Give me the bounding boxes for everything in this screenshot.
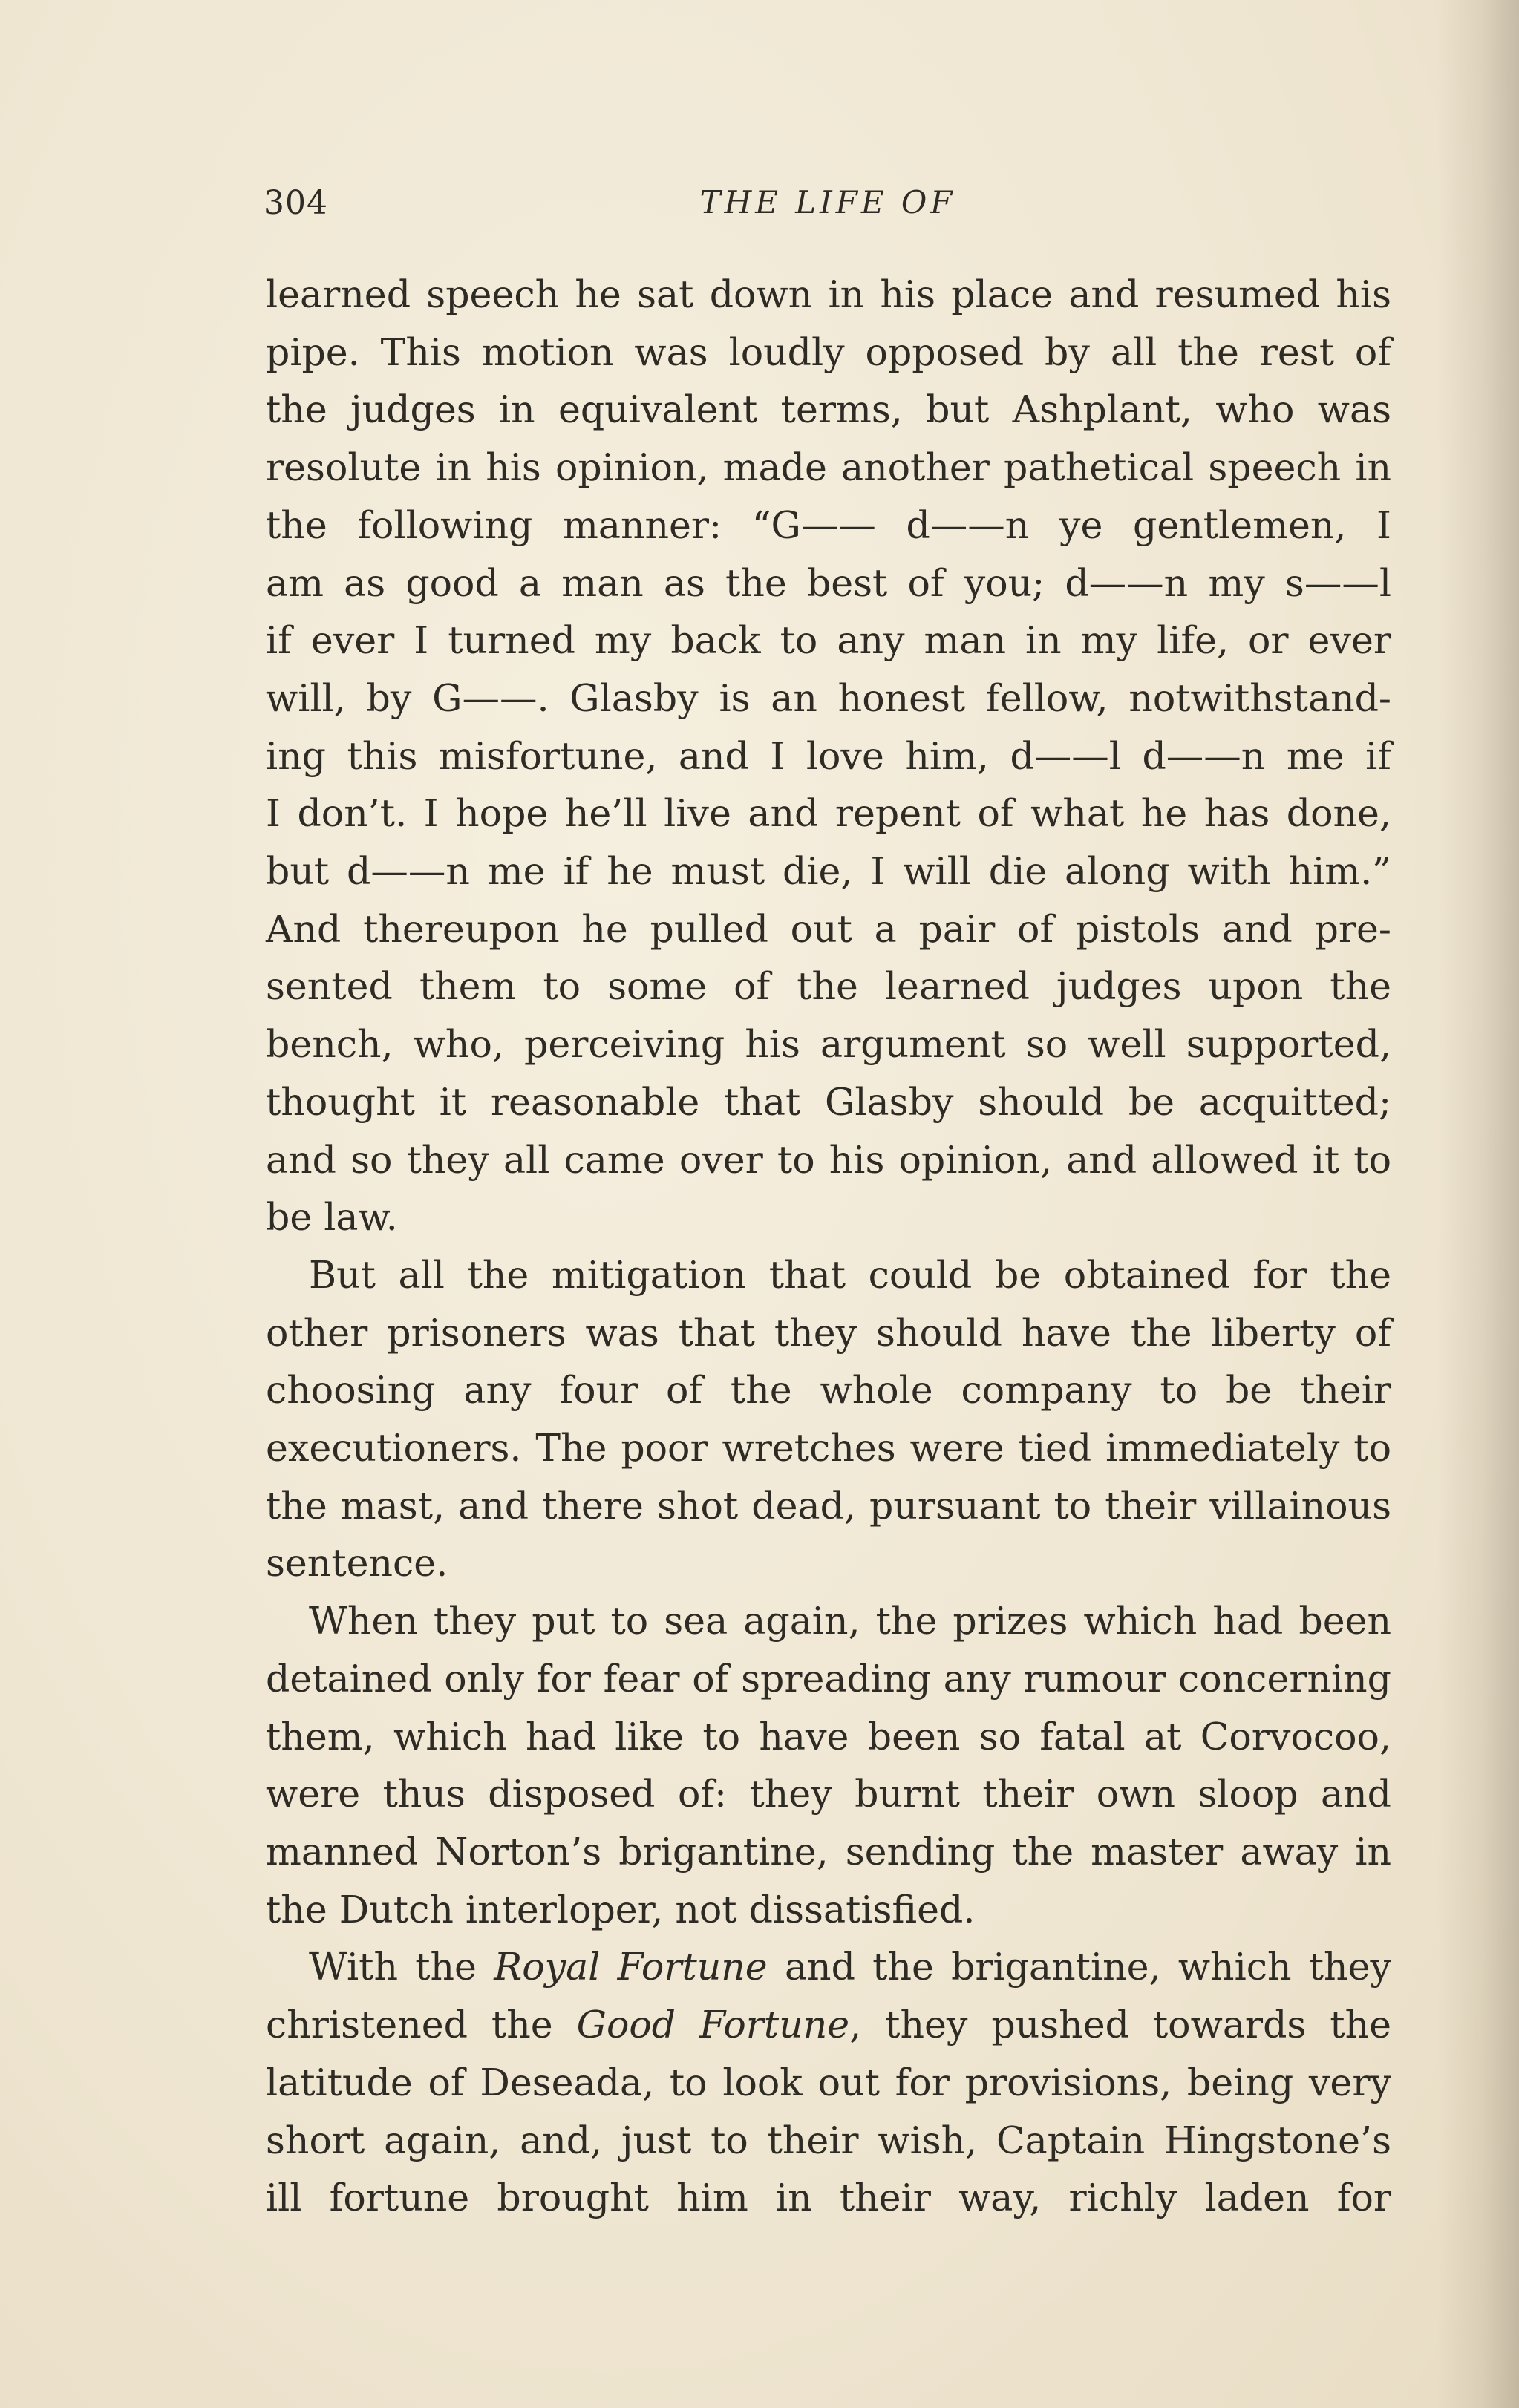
text-line: manned Norton’s brigantine, sending the master away in xyxy=(266,1829,1391,1874)
italic-ship-name: Royal Fortune xyxy=(494,1945,768,1989)
text-line: and so they all came over to his opinion, and allowed it to xyxy=(266,1137,1391,1182)
text-line xyxy=(266,1938,1391,1996)
text-line: but d——n me if he must die, I will die along with him.” xyxy=(266,849,1391,894)
body-text xyxy=(266,266,1391,2227)
text-line: bench, who, perceiving his argument so well supported, xyxy=(266,1022,1391,1067)
paragraph xyxy=(266,1938,1391,2227)
page-header xyxy=(264,184,1392,236)
text-line: sented them to some of the learned judges upon the xyxy=(266,964,1391,1009)
page-number: 304 xyxy=(264,184,328,222)
text-segment: ill fortune brought him in their way, richly laden for xyxy=(266,2176,1391,2220)
text-line: And thereupon he pulled out a pair of pistols and pre- xyxy=(266,906,1391,951)
italic-ship-name: Good Fortune xyxy=(576,2003,850,2047)
text-line: choosing any four of the whole company to be their xyxy=(266,1368,1391,1413)
text-line: thought it reasonable that Glasby should be acquitted; xyxy=(266,1079,1391,1124)
text-line xyxy=(266,1996,1391,2054)
paragraph xyxy=(266,1592,1391,1938)
text-line: When they put to sea again, the prizes which had been xyxy=(309,1599,1391,1643)
text-line: them, which had like to have been so fatal at Corvocoo, xyxy=(266,1714,1391,1758)
text-line: if ever I turned my back to any man in my life, or ever xyxy=(266,618,1391,663)
text-segment: latitude of Deseada, to look out for provisions, being very xyxy=(266,2060,1391,2104)
text-line: the judges in equivalent terms, but Ashplant, who was xyxy=(266,387,1391,432)
text-segment: christened the xyxy=(266,2003,577,2047)
text-line: sentence. xyxy=(266,1541,448,1586)
text-line: be law. xyxy=(266,1195,398,1240)
text-line: I don’t. I hope he’ll live and repent of what he has done, xyxy=(266,791,1391,836)
text-line xyxy=(266,2169,1391,2227)
binding-shadow xyxy=(1437,0,1519,2408)
text-line: learned speech he sat down in his place and resumed his xyxy=(266,272,1391,316)
text-segment: With the xyxy=(309,1945,494,1989)
text-line: will, by G——. Glasby is an honest fellow, notwithstand- xyxy=(266,675,1391,720)
text-line: the mast, and there shot dead, pursuant to their villainous xyxy=(266,1483,1391,1528)
text-segment: , they pushed towards the xyxy=(849,2003,1391,2047)
text-line: am as good a man as the best of you; d——n my s——l xyxy=(266,560,1391,605)
text-line: ing this misfortune, and I love him, d——l d——n me if xyxy=(266,733,1391,778)
text-line: other prisoners was that they should have the liberty of xyxy=(266,1310,1391,1355)
text-line: pipe. This motion was loudly opposed by all the rest of xyxy=(266,330,1391,374)
text-line: But all the mitigation that could be obtained for the xyxy=(309,1252,1391,1297)
text-line: detained only for fear of spreading any rumour concerning xyxy=(266,1656,1391,1701)
text-line: resolute in his opinion, made another pathetical speech in xyxy=(266,445,1391,490)
text-line: the Dutch interloper, not dissatisfied. xyxy=(266,1887,976,1931)
text-segment: and the brigantine, which they xyxy=(767,1945,1392,1989)
text-segment: short again, and, just to their wish, Captain Hingstone’s xyxy=(266,2118,1391,2162)
paragraph xyxy=(266,266,1391,1246)
text-line xyxy=(266,2054,1391,2112)
text-line: executioners. The poor wretches were tied immediately to xyxy=(266,1426,1391,1470)
text-line: were thus disposed of: they burnt their own sloop and xyxy=(266,1772,1391,1816)
paragraph xyxy=(266,1246,1391,1592)
text-line xyxy=(266,2112,1391,2170)
running-title: THE LIFE OF xyxy=(699,184,956,220)
text-line: the following manner: “G—— d——n ye gentlemen, I xyxy=(266,503,1391,547)
